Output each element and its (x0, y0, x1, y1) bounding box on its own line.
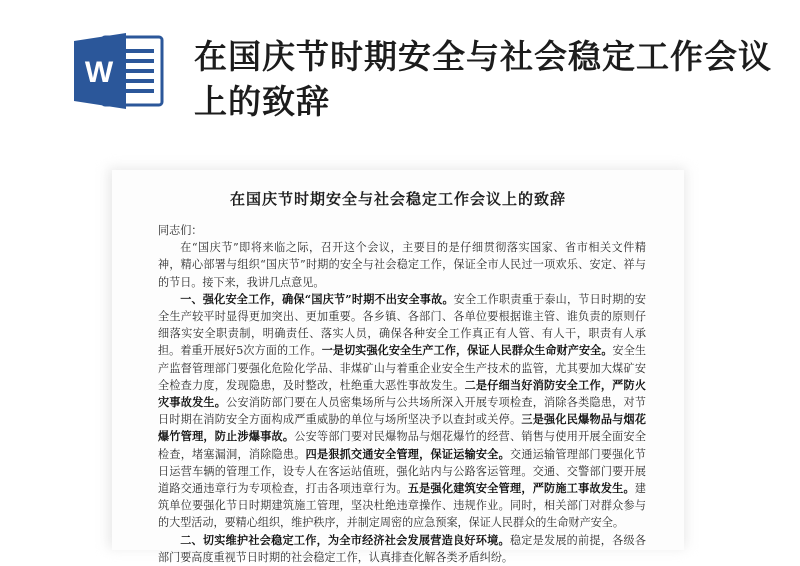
point-4-heading: 四是狠抓交通安全管理，保证运输安全。 (305, 447, 510, 461)
point-4-text: 交通运输管理部门要强化节日运营车辆的管理工作，设专人在客运站值班，强化站内与公路客运管理。交通、交警部门要开展道路交通违章行为专项检查，打击各项违章行为。 (158, 447, 646, 496)
point-5-text: 建筑单位要强化节日时期建筑施工管理，坚决杜绝违章操作、违规作业。同时，相关部门对群众参与的大型活动，要精心组织，维护秩序，并制定周密的应急预案，保证人民群众的生命财产安全。 (158, 482, 646, 530)
section-2-text: 稳定是发展的前提，各级各部门要高度重视节日时期的社会稳定工作，认真排查化解各类矛盾纠纷。 (158, 533, 646, 564)
document-body (158, 222, 646, 566)
word-icon-letter: W (84, 56, 114, 89)
file-title: 在国庆节时期安全与社会稳定工作会议上的致辞 (194, 37, 772, 121)
salutation: 同志们： (158, 224, 203, 237)
section-1-text: 安全工作职责重于泰山，节日时期的安全生产较平时显得更加突出、更加重要。各乡镇、各部门、各单位要根据谁主管、谁负责的原则仔细落实安全职责制，明确责任、落实人员，确保各种安全工作真正有人管、有人干，职责有人承担。着重开展好5次方面的工作。 (158, 292, 646, 358)
point-2-text: 公安消防部门要在人员密集场所与公共场所深入开展专项检查，消除各类隐患，对节日时期在消防安全方面构成严重威胁的单位与场所坚决予以查封或关停。 (158, 396, 646, 427)
section-2-paragraph (158, 532, 646, 566)
section-1-heading: 一、强化安全工作，确保“国庆节”时期不出安全事故。 (180, 292, 454, 306)
point-3-heading: 三是强化民爆物品与烟花爆竹管理，防止涉爆事故。 (158, 413, 646, 444)
point-5-heading: 五是强化建筑安全管理，严防施工事故发生。 (407, 482, 635, 496)
point-1-heading: 一是切实强化安全生产工作，保证人民群众生命财产安全。 (321, 344, 613, 358)
document-title: 在国庆节时期安全与社会稳定工作会议上的致辞 (229, 190, 566, 208)
section-1-paragraph (158, 291, 646, 532)
point-2-heading: 二是仔细当好消防安全工作，严防火灾事故发生。 (158, 378, 646, 410)
intro-paragraph: 在“国庆节”即将来临之际，召开这个会议，主要目的是仔细贯彻落实国家、省市相关文件精神，精心部署与组织“国庆节”时期的安全与社会稳定工作，保证全市人民过一项欢乐、安定、祥与的节日。接下来，我讲几点意见。 (158, 241, 646, 289)
point-3-text: 公安等部门要对民爆物品与烟花爆竹的经营、销售与使用开展全面安全检查，堵塞漏洞，消除隐患。 (158, 430, 646, 461)
section-2-heading: 二、切实维护社会稳定工作，为全市经济社会发展营造良好环境。 (180, 533, 510, 547)
document-page (112, 170, 684, 564)
word-document-icon (74, 31, 166, 111)
point-1-text: 安全生产监督管理部门要强化危险化学品、非煤矿山与着重企业安全生产技术的监管，尤其要加大煤矿安全检查力度，发现隐患，及时整改，杜绝重大恶性事故发生。 (158, 344, 646, 392)
